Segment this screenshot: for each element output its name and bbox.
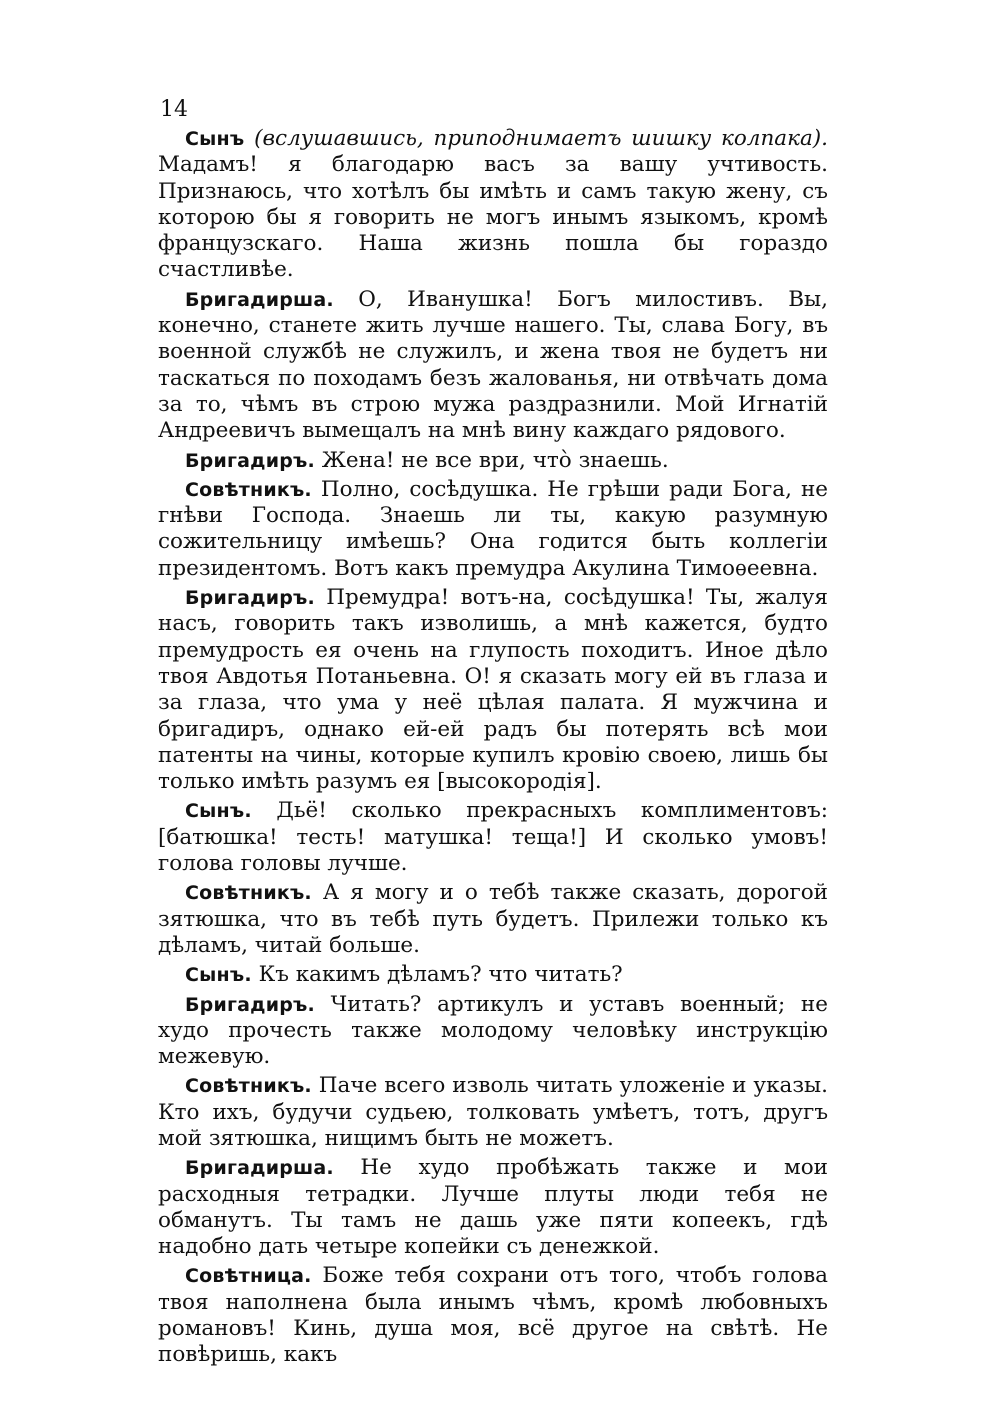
speech-text: Читать? артикулъ и уставъ военный; не худо прочесть также молодому человѣку инструкцію межевую. (158, 991, 828, 1070)
paragraph (158, 798, 828, 877)
stage-direction: (вслушавшись, приподнимаетъ шишку колпака). (244, 126, 828, 151)
speaker-name: Бригадиръ. (185, 993, 315, 1016)
paragraph (158, 287, 828, 445)
speaker-name: Совѣтникъ. (185, 882, 312, 905)
speech-text: О, Иванушка! Богъ милостивъ. Вы, конечно, станете жить лучше нашего. Ты, слава Богу, въ военной службѣ не служилъ, и жена твоя не будетъ ни таскаться по походамъ безъ жалованья, ни отвѣчать дома за то, чѣмъ въ строю мужа раздразнили. Мой Игнатій Андреевичъ вымещалъ на мнѣ вину каждаго рядового. (158, 286, 828, 444)
paragraph (158, 448, 828, 474)
speaker-name: Сынъ (185, 128, 245, 150)
speaker-name: Бригадиръ. (185, 449, 315, 472)
speaker-name: Совѣтница. (185, 1265, 312, 1288)
speaker-name: Совѣтникъ. (185, 478, 312, 501)
paragraph (158, 962, 828, 988)
dialogue-text (158, 126, 828, 1372)
speaker-name: Совѣтникъ. (185, 1075, 312, 1098)
speaker-name: Бригадирша. (185, 1157, 334, 1180)
speech-text: Жена! не все ври, что̀ знаешь. (314, 447, 669, 473)
speaker-name: Бригадирша. (185, 288, 334, 311)
paragraph (158, 585, 828, 795)
speaker-name: Бригадиръ. (185, 587, 315, 610)
speech-text: Премудра! вотъ-на, сосѣдушка! Ты, жалуя насъ, говорить такъ изволишь, а мнѣ кажется, будто премудрость ея очень на глупость походитъ. Иное дѣло твоя Авдотья Потаньевна. О! я сказать могу ей въ глаза и за глаза, что ума у неё цѣлая палата. Я мужчина и бригадиръ, однако ей-ей радъ бы потерять всѣ мои патенты на чины, которые купилъ кровію своею, лишь бы только имѣть разумъ ея [высокородія]. (158, 585, 828, 795)
paragraph (158, 1073, 828, 1152)
speech-text: Полно, сосѣдушка. Не грѣши ради Бога, не гнѣви Господа. Знаешь ли ты, какую разумную сожительницу имѣешь? Она годится быть коллегіи президентомъ. Вотъ какъ премудра Акулина Тимоѳеевна. (158, 476, 828, 581)
paragraph (158, 477, 828, 582)
speech-text: А я могу и о тебѣ также сказать, дорогой зятюшка, что въ тебѣ путь будетъ. Прилежи только къ дѣламъ, читай больше. (158, 880, 828, 958)
speech-text: Къ какимъ дѣламъ? что читать? (251, 962, 623, 988)
speech-text: Мадамъ! я благодарю васъ за вашу учтивость. Признаюсь, что хотѣлъ бы имѣть и самъ такую жену, съ которою бы я говорить не могъ инымъ языкомъ, кромѣ французскаго. Наша жизнь пошла бы гораздо счастливѣе. (158, 152, 828, 283)
speech-text: Не худо пробѣжать также и мои расходныя тетрадки. Лучше плуты люди тебя не обманутъ. Ты тамъ не дашь уже пяти копеекъ, гдѣ надобно дать четыре копейки съ денежкой. (158, 1155, 828, 1260)
speech-text: Боже тебя сохрани отъ того, чтобъ голова твоя наполнена была инымъ чѣмъ, кромѣ любовныхъ романовъ! Кинь, душа моя, всё другое на свѣтѣ. Не повѣришь, какъ (158, 1263, 828, 1368)
paragraph (158, 992, 828, 1071)
speech-text: Паче всего изволь читать уложеніе и указы. Кто ихъ, будучи судьею, толковать умѣетъ, тотъ, другъ мой зятюшка, нищимъ быть не можетъ. (158, 1073, 828, 1151)
page-number: 14 (160, 97, 188, 122)
speech-text: Дьё! сколько прекрасныхъ комплиментовъ: [батюшка! тесть! матушка! теща!] И сколько умовъ! голова головы лучше. (158, 798, 828, 877)
paragraph (158, 880, 828, 959)
speaker-name: Сынъ. (185, 964, 252, 987)
paragraph (158, 1155, 828, 1260)
speaker-name: Сынъ. (185, 800, 252, 823)
paragraph (158, 126, 828, 284)
paragraph (158, 1263, 828, 1368)
